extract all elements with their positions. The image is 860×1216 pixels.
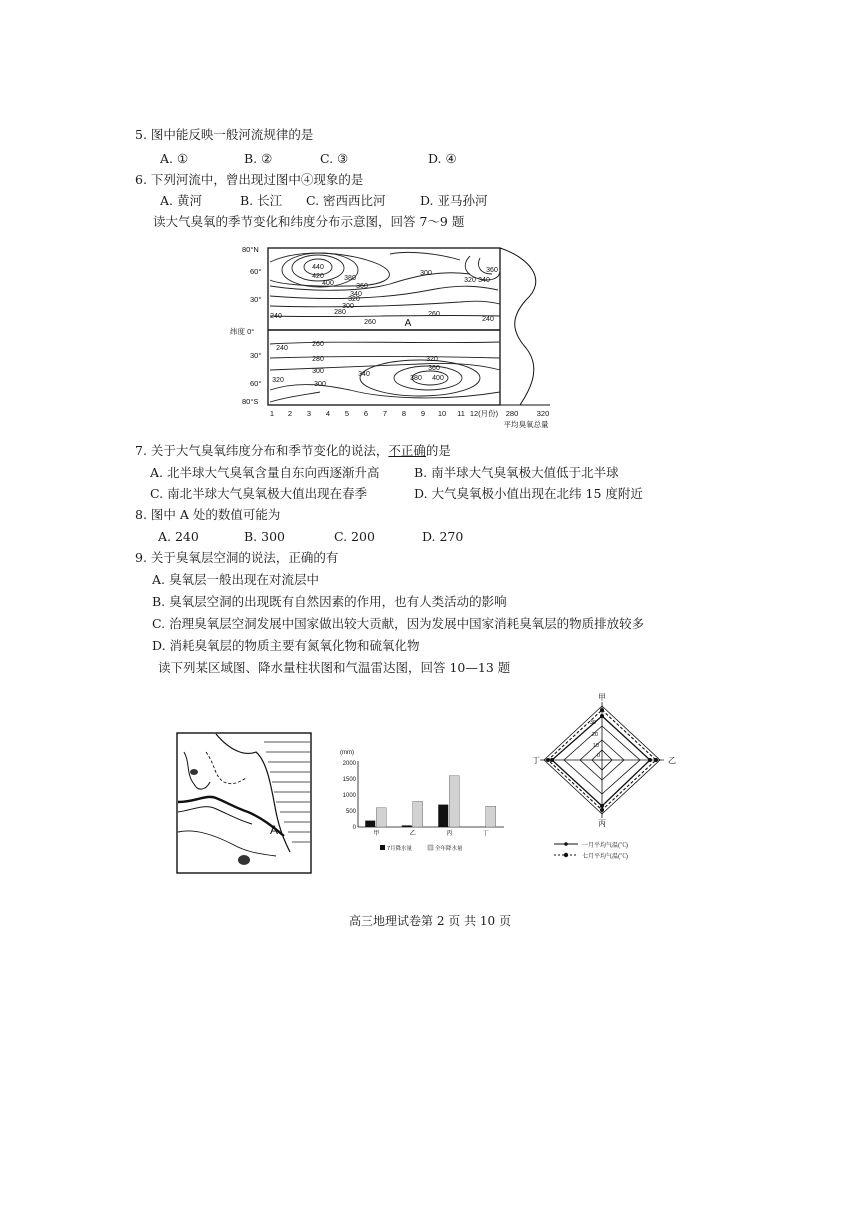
bar-category-label: 甲 [373, 831, 380, 837]
contour-label: 260 [428, 311, 440, 318]
contour-label: 300 [314, 381, 326, 388]
contour-label: 260 [364, 319, 376, 326]
q9-stem: 9. 关于臭氧层空洞的说法，正确的有 [135, 550, 339, 565]
y-label-80n: 80°N [242, 245, 259, 254]
legend-annual: 全年降水量 [435, 846, 463, 852]
q7-stem-underlined: 不正确 [388, 443, 426, 458]
contour-label: 440 [312, 264, 324, 271]
q5-option-c: C. ③ [319, 151, 349, 166]
q9-option-c: C. 治理臭氧层空洞发展中国家做出较大贡献，因为发展中国家消耗臭氧层的物质排放较多 [152, 616, 645, 631]
contour-label: 300 [420, 270, 432, 277]
x-label-9: 9 [420, 409, 426, 418]
legend-july: 7月降水量 [387, 846, 413, 852]
temperature-radar-chart [532, 692, 682, 867]
q7-stem [135, 443, 451, 459]
x-label-12: 12(月份) [469, 409, 499, 418]
contour-label: 280 [334, 309, 346, 316]
x-label-5: 5 [344, 409, 350, 418]
contour-label: 240 [276, 345, 288, 352]
bar-category-label: 丁 [482, 831, 489, 837]
x-label-10: 10 [437, 409, 447, 418]
y-label-80s: 80°S [242, 397, 259, 406]
x-label-6: 6 [363, 409, 369, 418]
contour-label: 240 [270, 313, 282, 320]
contour-label: 400 [322, 280, 334, 287]
bar-y-tick-label: 500 [345, 809, 356, 815]
intro-7-9: 读大气臭氧的季节变化和纬度分布示意图，回答 7～9 题 [153, 214, 465, 229]
q7-stem-pre: 7. 关于大气臭氧纬度分布和季节变化的说法， [135, 443, 389, 458]
contour-label: 300 [342, 303, 354, 310]
bar-category-label: 丙 [446, 831, 453, 837]
q8-option-b: B. 300 [243, 529, 285, 544]
bar-category-label: 乙 [409, 831, 416, 837]
x-label-2: 2 [287, 409, 293, 418]
contour-label: 400 [432, 375, 444, 382]
intro-10-13: 读下列某区域图、降水量柱状图和气温雷达图，回答 10—13 题 [158, 660, 511, 675]
x-label-11: 11 [457, 409, 465, 418]
legend-swatch-july [380, 845, 385, 850]
point-a-label: A [404, 318, 412, 329]
radar-ring-10: 10 [592, 743, 599, 749]
contour-label: 360 [486, 267, 498, 274]
q5-option-b: B. ② [243, 151, 273, 166]
q8-options [158, 529, 463, 545]
q8-option-d: D. 270 [421, 529, 464, 544]
bar-july [365, 821, 375, 827]
radar-axis-ding: 丁 [532, 756, 540, 765]
map-a-label: A [270, 823, 279, 837]
ozone-contour-chart [230, 240, 560, 435]
q6-option-c: C. 密西西比河 [305, 193, 386, 208]
bar-ylabel: (mm) [340, 750, 354, 756]
q8-stem: 8. 图中 A 处的数值可能为 [135, 507, 281, 522]
bar-july [402, 825, 412, 827]
x-label-7: 7 [382, 409, 388, 418]
bar-y-tick-label: 1500 [342, 777, 356, 783]
region-map [176, 732, 312, 874]
q8-option-c: C. 200 [333, 529, 375, 544]
contour-label: 280 [312, 356, 324, 363]
contour-label: 380 [410, 375, 422, 382]
q6-option-d: D. 亚马孙河 [419, 193, 488, 208]
q6-stem: 6. 下列河流中，曾出现过图中④现象的是 [135, 172, 364, 187]
bar-annual [413, 801, 423, 827]
side-x-280: 280 [505, 409, 519, 418]
q5-option-a: A. ① [160, 151, 189, 166]
contour-label: 340 [358, 371, 370, 378]
q5-stem: 5. 图中能反映一般河流规律的是 [135, 127, 314, 142]
contour-label: 320 [348, 296, 360, 303]
y-label-30n: 30° [250, 295, 262, 304]
q7-option-b: B. 南半球大气臭氧极大值低于北半球 [414, 465, 619, 480]
q5-options [160, 151, 457, 167]
contour-label: 360 [356, 283, 368, 290]
radar-axis-bing: 丙 [598, 819, 606, 828]
q7-option-a: A. 北半球大气臭氧含量自东向西逐渐升高 [150, 465, 380, 480]
y-label-30s: 30° [250, 351, 262, 360]
radar-ring-20: 20 [591, 732, 598, 738]
x-label-1: 1 [269, 409, 275, 418]
bar-july [438, 805, 448, 827]
contour-label: 340 [478, 277, 490, 284]
contour-label: 320 [426, 356, 438, 363]
radar-legend-jul: 七月平均气温(℃) [582, 854, 628, 860]
q9-option-a: A. 臭氧层一般出现在对流层中 [152, 572, 319, 587]
bar-y-tick-label: 1000 [342, 793, 356, 799]
bar-annual [376, 808, 386, 827]
q8-option-a: A. 240 [158, 529, 199, 544]
y-label-60n: 60° [250, 267, 262, 276]
contour-label: 360 [428, 365, 440, 372]
contour-label: 320 [464, 277, 476, 284]
contour-label: 340 [350, 291, 362, 298]
contour-label: 300 [312, 368, 324, 375]
bar-y-tick-label: 2000 [342, 761, 356, 767]
radar-ring-0: 0 [596, 753, 600, 759]
q7-stem-post: 的是 [425, 443, 451, 458]
page-footer: 高三地理试卷第 2 页 共 10 页 [349, 914, 511, 928]
radar-axis-jia: 甲 [598, 693, 606, 702]
radar-ring-30: 30 [589, 720, 596, 726]
side-title: 平均臭氧总量 [503, 420, 549, 429]
q6-options [160, 193, 487, 209]
bar-y-tick-label: 0 [352, 825, 356, 831]
contour-label: 240 [482, 316, 494, 323]
q5-option-d: D. ④ [427, 151, 457, 166]
q9-option-b: B. 臭氧层空洞的出现既有自然因素的作用，也有人类活动的影响 [152, 594, 507, 609]
contour-label: 420 [312, 273, 324, 280]
y-label-60s: 60° [250, 379, 262, 388]
side-x-320: 320 [536, 409, 550, 418]
x-label-4: 4 [325, 409, 331, 418]
q7-option-c: C. 南北半球大气臭氧极大值出现在春季 [150, 486, 368, 501]
x-label-3: 3 [306, 409, 312, 418]
contour-label: 380 [344, 275, 356, 282]
contour-label: 320 [272, 377, 284, 384]
q9-option-d: D. 消耗臭氧层的物质主要有氮氧化物和硫氧化物 [152, 638, 420, 653]
q7-option-d: D. 大气臭氧极小值出现在北纬 15 度附近 [414, 486, 643, 501]
legend-swatch-annual [428, 845, 433, 850]
bar-annual [486, 806, 496, 827]
contour-label: 260 [312, 341, 324, 348]
q6-option-b: B. 长江 [239, 193, 283, 208]
q6-option-a: A. 黄河 [160, 193, 202, 208]
precipitation-bar-chart [338, 745, 508, 855]
x-label-8: 8 [401, 409, 407, 418]
radar-axis-yi: 乙 [668, 756, 676, 765]
y-label-0: 纬度 0° [230, 327, 255, 336]
bar-annual [449, 776, 459, 827]
radar-legend-jan: 一月平均气温(℃) [582, 843, 628, 849]
